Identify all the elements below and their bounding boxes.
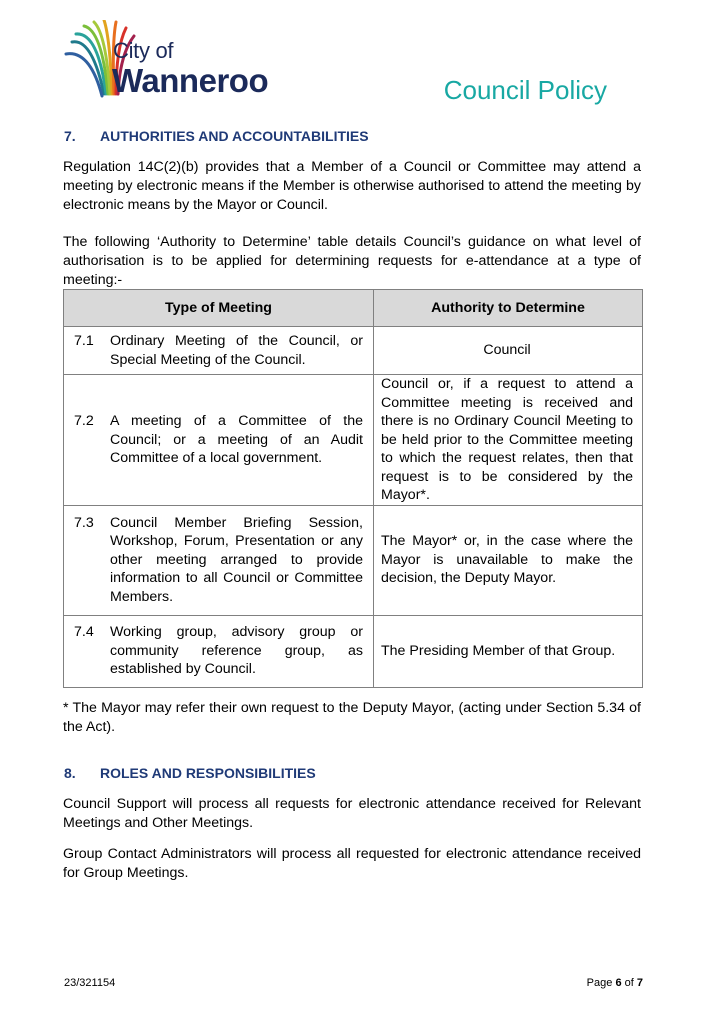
table-header-row [64, 290, 643, 327]
table-row [64, 615, 643, 687]
page-number [587, 977, 643, 989]
table-row [64, 505, 643, 615]
document-type-title: Council Policy [443, 75, 607, 105]
meeting-type-cell [64, 375, 374, 506]
meeting-type-text: Working group, advisory group or community reference group, as established by Council. [110, 624, 363, 678]
meeting-type-cell [64, 505, 374, 615]
authority-cell: Council [374, 327, 643, 375]
logo-city-of-text: City of [113, 38, 174, 63]
column-header-authority: Authority to Determine [374, 290, 643, 327]
table-footnote: * The Mayor may refer their own request to the Deputy Mayor, (acting under Section 5.34 of the Act). [63, 700, 641, 735]
authority-cell: The Mayor* or, in the case where the Mayor is unavailable to make the decision, the Deputy Mayor. [374, 505, 643, 615]
row-number: 7.4 [74, 624, 94, 641]
section-7-title: AUTHORITIES AND ACCOUNTABILITIES [100, 128, 369, 144]
column-header-type: Type of Meeting [64, 290, 374, 327]
row-number: 7.1 [74, 333, 94, 349]
section-7-number: 7. [64, 128, 76, 144]
row-number: 7.3 [74, 514, 94, 531]
meeting-type-cell [64, 615, 374, 687]
page-prefix: Page [586, 977, 613, 989]
meeting-type-text: Council Member Briefing Session, Workshop, Forum, Presentation or any other meeting arranged to provide information to all Council or Committee Members. [110, 514, 363, 605]
section-7-paragraph-1: Regulation 14C(2)(b) provides that a Member of a Council or Committee may attend a meeting by electronic means if the Member is otherwise authorised to attend the meeting by electronic means by the Mayor or Council. [63, 159, 641, 213]
section-8-number: 8. [64, 765, 76, 781]
section-8-title: ROLES AND RESPONSIBILITIES [100, 765, 316, 781]
section-8-paragraph-2: Group Contact Administrators will process all requested for electronic attendance received for Group Meetings. [63, 846, 641, 881]
section-7-paragraph-2: The following ‘Authority to Determine’ table details Council’s guidance on what level of authorisation is to be applied for determining requests for e-attendance at a type of meeting:- [63, 234, 641, 288]
section-8-heading [64, 765, 316, 781]
authority-cell: Council or, if a request to attend a Committee meeting is received and there is no Ordinary Council Meeting to be held prior to the Committee meeting to which the request relates, then that request is to be considered by the Mayor*. [374, 375, 643, 506]
row-number: 7.2 [74, 413, 94, 429]
meeting-type-text: A meeting of a Committee of the Council; or a meeting of an Audit Committee of a local government. [110, 413, 363, 466]
meeting-type-cell [64, 327, 374, 375]
logo-wanneroo-text: Wanneroo [112, 62, 269, 99]
authority-cell: The Presiding Member of that Group. [374, 615, 643, 687]
page-current: 6 [615, 977, 622, 989]
page-of: of [624, 977, 634, 989]
document-reference: 23/321154 [64, 977, 116, 989]
table-row [64, 327, 643, 375]
table-row [64, 375, 643, 506]
page-total: 7 [636, 977, 643, 989]
meeting-type-text: Ordinary Meeting of the Council, or Special Meeting of the Council. [110, 333, 363, 368]
section-8-paragraph-1: Council Support will process all requests for electronic attendance received for Relevant Meetings and Other Meetings. [63, 796, 641, 831]
section-7-heading [64, 128, 369, 144]
authority-table [63, 289, 643, 688]
